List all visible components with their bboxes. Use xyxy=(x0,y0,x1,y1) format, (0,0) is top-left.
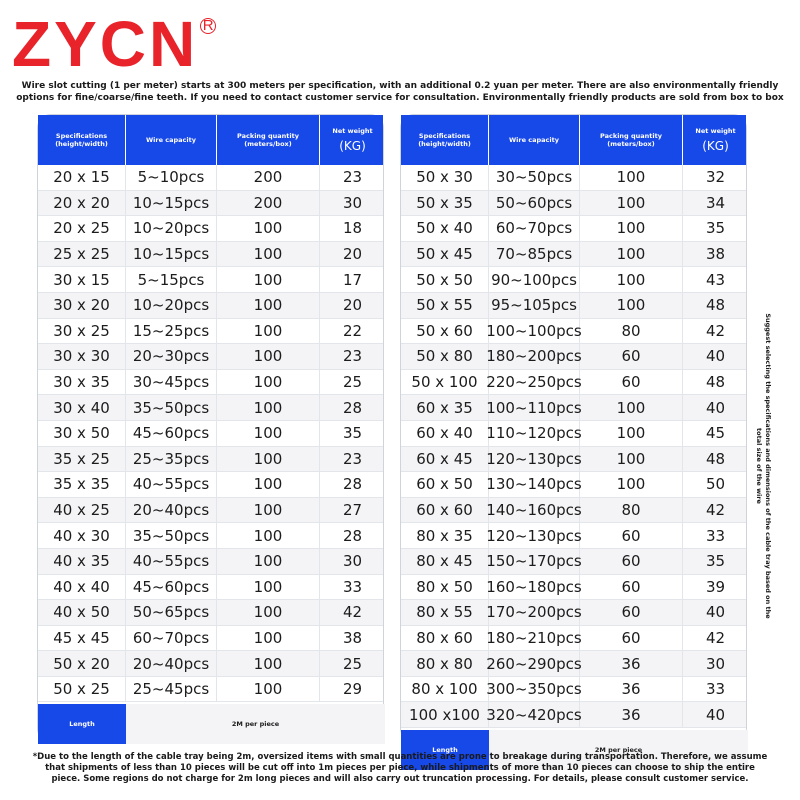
table-row xyxy=(38,165,383,191)
table-row xyxy=(401,293,746,319)
net-weight-cell: 33 xyxy=(705,526,726,545)
table-row xyxy=(38,421,383,447)
capacity-cell: 260~290pcs xyxy=(489,651,580,676)
packing-cell: 100 xyxy=(580,165,683,190)
capacity-cell: 45~60pcs xyxy=(126,575,217,600)
table-row xyxy=(401,498,746,524)
net-weight-cell: 30 xyxy=(342,552,363,571)
spec-table-right xyxy=(400,114,747,755)
spec-cell: 35 x 35 xyxy=(38,472,126,497)
spec-table-left xyxy=(37,114,384,742)
net-weight-cell: 48 xyxy=(705,373,726,392)
header-unit: (KG) xyxy=(339,138,366,153)
spec-cell: 50 x 20 xyxy=(38,651,126,676)
packing-cell: 100 xyxy=(217,600,320,625)
net-weight-cell: 48 xyxy=(705,296,726,315)
packing-cell: 100 xyxy=(217,421,320,446)
packing-cell: 100 xyxy=(580,267,683,292)
footer-label: Length xyxy=(38,704,126,744)
table-body xyxy=(401,165,746,728)
table-row xyxy=(401,600,746,626)
net-weight-cell: 29 xyxy=(342,680,363,699)
spec-cell: 30 x 20 xyxy=(38,293,126,318)
table-row xyxy=(38,472,383,498)
packing-cell: 100 xyxy=(580,191,683,216)
header-packing: Packing quantity (meters/box) xyxy=(217,115,320,165)
packing-cell: 100 xyxy=(580,395,683,420)
packing-cell: 60 xyxy=(580,523,683,548)
packing-cell: 100 xyxy=(217,549,320,574)
net-weight-cell: 35 xyxy=(705,552,726,571)
packing-cell: 100 xyxy=(217,216,320,241)
capacity-cell: 50~60pcs xyxy=(489,191,580,216)
table-row xyxy=(401,395,746,421)
spec-cell: 40 x 25 xyxy=(38,498,126,523)
net-weight-cell: 35 xyxy=(705,219,726,238)
table-row xyxy=(38,216,383,242)
table-row xyxy=(38,447,383,473)
table-row xyxy=(38,523,383,549)
spec-cell: 50 x 40 xyxy=(401,216,489,241)
packing-cell: 200 xyxy=(217,165,320,190)
packing-cell: 100 xyxy=(217,370,320,395)
packing-cell: 100 xyxy=(580,472,683,497)
table-footer xyxy=(38,704,383,744)
spec-cell: 80 x 45 xyxy=(401,549,489,574)
capacity-cell: 60~70pcs xyxy=(126,626,217,651)
spec-cell: 30 x 25 xyxy=(38,319,126,344)
spec-cell: 35 x 25 xyxy=(38,447,126,472)
packing-cell: 100 xyxy=(217,575,320,600)
spec-cell: 100 x100 xyxy=(401,702,489,727)
packing-cell: 60 xyxy=(580,549,683,574)
packing-cell: 80 xyxy=(580,498,683,523)
capacity-cell: 20~30pcs xyxy=(126,344,217,369)
net-weight-cell: 17 xyxy=(342,270,363,289)
capacity-cell: 40~55pcs xyxy=(126,549,217,574)
net-weight-cell: 48 xyxy=(705,449,726,468)
header-net-weight xyxy=(683,115,748,165)
packing-cell: 100 xyxy=(580,242,683,267)
capacity-cell: 110~120pcs xyxy=(489,421,580,446)
capacity-cell: 35~50pcs xyxy=(126,523,217,548)
table-row xyxy=(401,702,746,728)
table-row xyxy=(38,242,383,268)
capacity-cell: 25~45pcs xyxy=(126,677,217,702)
spec-cell: 80 x 55 xyxy=(401,600,489,625)
net-weight-cell: 33 xyxy=(342,577,363,596)
spec-cell: 40 x 50 xyxy=(38,600,126,625)
net-weight-cell: 38 xyxy=(342,628,363,647)
table-row xyxy=(38,395,383,421)
header-spec: Specifications (height/width) xyxy=(38,115,126,165)
net-weight-cell: 25 xyxy=(342,654,363,673)
packing-cell: 36 xyxy=(580,702,683,727)
net-weight-cell: 20 xyxy=(342,296,363,315)
table-row xyxy=(401,216,746,242)
packing-cell: 60 xyxy=(580,575,683,600)
capacity-cell: 140~160pcs xyxy=(489,498,580,523)
spec-cell: 60 x 60 xyxy=(401,498,489,523)
net-weight-cell: 28 xyxy=(342,526,363,545)
spec-cell: 30 x 50 xyxy=(38,421,126,446)
capacity-cell: 20~40pcs xyxy=(126,651,217,676)
net-weight-cell: 22 xyxy=(342,321,363,340)
capacity-cell: 180~200pcs xyxy=(489,344,580,369)
spec-cell: 30 x 35 xyxy=(38,370,126,395)
capacity-cell: 320~420pcs xyxy=(489,702,580,727)
packing-cell: 100 xyxy=(217,447,320,472)
net-weight-cell: 23 xyxy=(342,449,363,468)
capacity-cell: 50~65pcs xyxy=(126,600,217,625)
net-weight-cell: 32 xyxy=(705,168,726,187)
net-weight-cell: 42 xyxy=(705,321,726,340)
capacity-cell: 10~20pcs xyxy=(126,216,217,241)
capacity-cell: 150~170pcs xyxy=(489,549,580,574)
packing-cell: 100 xyxy=(217,626,320,651)
packing-cell: 100 xyxy=(217,651,320,676)
capacity-cell: 35~50pcs xyxy=(126,395,217,420)
packing-cell: 100 xyxy=(580,447,683,472)
table-row xyxy=(38,498,383,524)
spec-cell: 80 x 60 xyxy=(401,626,489,651)
net-weight-cell: 42 xyxy=(342,603,363,622)
spec-cell: 20 x 20 xyxy=(38,191,126,216)
net-weight-cell: 50 xyxy=(705,475,726,494)
spec-cell: 60 x 50 xyxy=(401,472,489,497)
capacity-cell: 20~40pcs xyxy=(126,498,217,523)
header-net-label: Net weight xyxy=(332,126,373,135)
packing-cell: 80 xyxy=(580,319,683,344)
spec-cell: 50 x 55 xyxy=(401,293,489,318)
table-row xyxy=(401,421,746,447)
spec-cell: 50 x 35 xyxy=(401,191,489,216)
footer-label: Length xyxy=(401,730,489,770)
table-row xyxy=(38,267,383,293)
table-header xyxy=(38,115,383,165)
packing-cell: 60 xyxy=(580,344,683,369)
spec-cell: 50 x 45 xyxy=(401,242,489,267)
spec-cell: 40 x 30 xyxy=(38,523,126,548)
side-note: Suggest selecting the specifications and dimensions of the cable tray based on the total size of the wire xyxy=(755,313,772,619)
table-row xyxy=(401,242,746,268)
header-spec: Specifications (height/width) xyxy=(401,115,489,165)
spec-cell: 30 x 15 xyxy=(38,267,126,292)
table-row xyxy=(401,472,746,498)
net-weight-cell: 28 xyxy=(342,398,363,417)
capacity-cell: 220~250pcs xyxy=(489,370,580,395)
packing-cell: 36 xyxy=(580,677,683,702)
capacity-cell: 100~100pcs xyxy=(489,319,580,344)
table-row xyxy=(401,165,746,191)
capacity-cell: 10~15pcs xyxy=(126,242,217,267)
table-row xyxy=(38,600,383,626)
net-weight-cell: 18 xyxy=(342,219,363,238)
table-row xyxy=(401,447,746,473)
packing-cell: 60 xyxy=(580,600,683,625)
spec-cell: 45 x 45 xyxy=(38,626,126,651)
spec-cell: 50 x 50 xyxy=(401,267,489,292)
net-weight-cell: 43 xyxy=(705,270,726,289)
capacity-cell: 5~10pcs xyxy=(126,165,217,190)
header-net-weight xyxy=(320,115,385,165)
capacity-cell: 120~130pcs xyxy=(489,447,580,472)
header-capacity: Wire capacity xyxy=(126,115,217,165)
table-row xyxy=(38,319,383,345)
registered-mark: R xyxy=(200,18,216,34)
spec-cell: 50 x 100 xyxy=(401,370,489,395)
table-body xyxy=(38,165,383,702)
table-row xyxy=(401,319,746,345)
capacity-cell: 180~210pcs xyxy=(489,626,580,651)
capacity-cell: 30~45pcs xyxy=(126,370,217,395)
spec-cell: 50 x 25 xyxy=(38,677,126,702)
capacity-cell: 45~60pcs xyxy=(126,421,217,446)
packing-cell: 100 xyxy=(217,293,320,318)
capacity-cell: 10~15pcs xyxy=(126,191,217,216)
spec-cell: 30 x 30 xyxy=(38,344,126,369)
net-weight-cell: 40 xyxy=(705,347,726,366)
packing-cell: 100 xyxy=(217,242,320,267)
spec-cell: 80 x 35 xyxy=(401,523,489,548)
table-header xyxy=(401,115,746,165)
net-weight-cell: 35 xyxy=(342,424,363,443)
capacity-cell: 170~200pcs xyxy=(489,600,580,625)
net-weight-cell: 25 xyxy=(342,373,363,392)
top-note: Wire slot cutting (1 per meter) starts at 300 meters per specification, with an additional 0.2 yuan per meter. There are also environmentally friendly options for fine/coarse/fine teeth. If you need to contact customer service for consultation. Environmentally friendly products are sold from box to box xyxy=(16,81,784,103)
spec-cell: 50 x 30 xyxy=(401,165,489,190)
table-row xyxy=(401,549,746,575)
header-net-label: Net weight xyxy=(695,126,736,135)
packing-cell: 200 xyxy=(217,191,320,216)
spec-cell: 60 x 40 xyxy=(401,421,489,446)
capacity-cell: 15~25pcs xyxy=(126,319,217,344)
packing-cell: 100 xyxy=(217,498,320,523)
packing-cell: 100 xyxy=(217,472,320,497)
net-weight-cell: 34 xyxy=(705,193,726,212)
capacity-cell: 120~130pcs xyxy=(489,523,580,548)
net-weight-cell: 33 xyxy=(705,680,726,699)
net-weight-cell: 39 xyxy=(705,577,726,596)
net-weight-cell: 45 xyxy=(705,424,726,443)
net-weight-cell: 23 xyxy=(342,347,363,366)
spec-cell: 20 x 25 xyxy=(38,216,126,241)
capacity-cell: 25~35pcs xyxy=(126,447,217,472)
table-row xyxy=(38,651,383,677)
net-weight-cell: 40 xyxy=(705,705,726,724)
packing-cell: 100 xyxy=(217,523,320,548)
packing-cell: 60 xyxy=(580,370,683,395)
table-row xyxy=(38,677,383,703)
spec-cell: 50 x 60 xyxy=(401,319,489,344)
spec-cell: 80 x 50 xyxy=(401,575,489,600)
net-weight-cell: 20 xyxy=(342,245,363,264)
capacity-cell: 300~350pcs xyxy=(489,677,580,702)
table-row xyxy=(38,549,383,575)
capacity-cell: 10~20pcs xyxy=(126,293,217,318)
net-weight-cell: 30 xyxy=(705,654,726,673)
capacity-cell: 100~110pcs xyxy=(489,395,580,420)
packing-cell: 100 xyxy=(580,216,683,241)
table-row xyxy=(401,344,746,370)
packing-cell: 100 xyxy=(217,319,320,344)
capacity-cell: 160~180pcs xyxy=(489,575,580,600)
packing-cell: 100 xyxy=(580,421,683,446)
header-capacity: Wire capacity xyxy=(489,115,580,165)
spec-cell: 60 x 35 xyxy=(401,395,489,420)
capacity-cell: 30~50pcs xyxy=(489,165,580,190)
spec-cell: 40 x 35 xyxy=(38,549,126,574)
capacity-cell: 5~15pcs xyxy=(126,267,217,292)
table-row xyxy=(38,293,383,319)
net-weight-cell: 38 xyxy=(705,245,726,264)
capacity-cell: 130~140pcs xyxy=(489,472,580,497)
table-row xyxy=(401,677,746,703)
capacity-cell: 95~105pcs xyxy=(489,293,580,318)
table-row xyxy=(38,344,383,370)
capacity-cell: 70~85pcs xyxy=(489,242,580,267)
spec-cell: 40 x 40 xyxy=(38,575,126,600)
spec-cell: 25 x 25 xyxy=(38,242,126,267)
packing-cell: 60 xyxy=(580,626,683,651)
net-weight-cell: 42 xyxy=(705,501,726,520)
capacity-cell: 40~55pcs xyxy=(126,472,217,497)
spec-cell: 20 x 15 xyxy=(38,165,126,190)
table-row xyxy=(401,267,746,293)
net-weight-cell: 27 xyxy=(342,501,363,520)
footer-value: 2M per piece xyxy=(126,704,385,744)
net-weight-cell: 23 xyxy=(342,168,363,187)
packing-cell: 100 xyxy=(217,344,320,369)
spec-cell: 80 x 100 xyxy=(401,677,489,702)
table-row xyxy=(38,191,383,217)
net-weight-cell: 28 xyxy=(342,475,363,494)
capacity-cell: 60~70pcs xyxy=(489,216,580,241)
footer-value: 2M per piece xyxy=(489,730,748,770)
packing-cell: 100 xyxy=(217,395,320,420)
table-row xyxy=(38,370,383,396)
packing-cell: 100 xyxy=(217,677,320,702)
spec-cell: 60 x 45 xyxy=(401,447,489,472)
table-row xyxy=(401,575,746,601)
net-weight-cell: 40 xyxy=(705,603,726,622)
logo-text: ZYCN xyxy=(12,8,199,80)
table-row xyxy=(401,523,746,549)
net-weight-cell: 42 xyxy=(705,628,726,647)
header-unit: (KG) xyxy=(702,138,729,153)
table-row xyxy=(38,626,383,652)
table-row xyxy=(401,651,746,677)
net-weight-cell: 30 xyxy=(342,193,363,212)
bottom-note: *Due to the length of the cable tray being 2m, oversized items with small quantities are prone to breakage during transportation. Therefore, we assume that shipments of less than 10 pieces will be cut off into 1m pieces per piece, while shipments of more than 10 pieces can choose to ship the entire piece. Some regions do not charge for 2m long pieces and will also carry out truncation processing. For details, please consult customer service. xyxy=(32,752,768,784)
brand-logo xyxy=(12,8,216,80)
header-packing: Packing quantity (meters/box) xyxy=(580,115,683,165)
table-row xyxy=(401,626,746,652)
capacity-cell: 90~100pcs xyxy=(489,267,580,292)
spec-cell: 50 x 80 xyxy=(401,344,489,369)
packing-cell: 36 xyxy=(580,651,683,676)
table-row xyxy=(38,575,383,601)
table-row xyxy=(401,191,746,217)
spec-cell: 30 x 40 xyxy=(38,395,126,420)
table-row xyxy=(401,370,746,396)
net-weight-cell: 40 xyxy=(705,398,726,417)
packing-cell: 100 xyxy=(580,293,683,318)
spec-cell: 80 x 80 xyxy=(401,651,489,676)
packing-cell: 100 xyxy=(217,267,320,292)
